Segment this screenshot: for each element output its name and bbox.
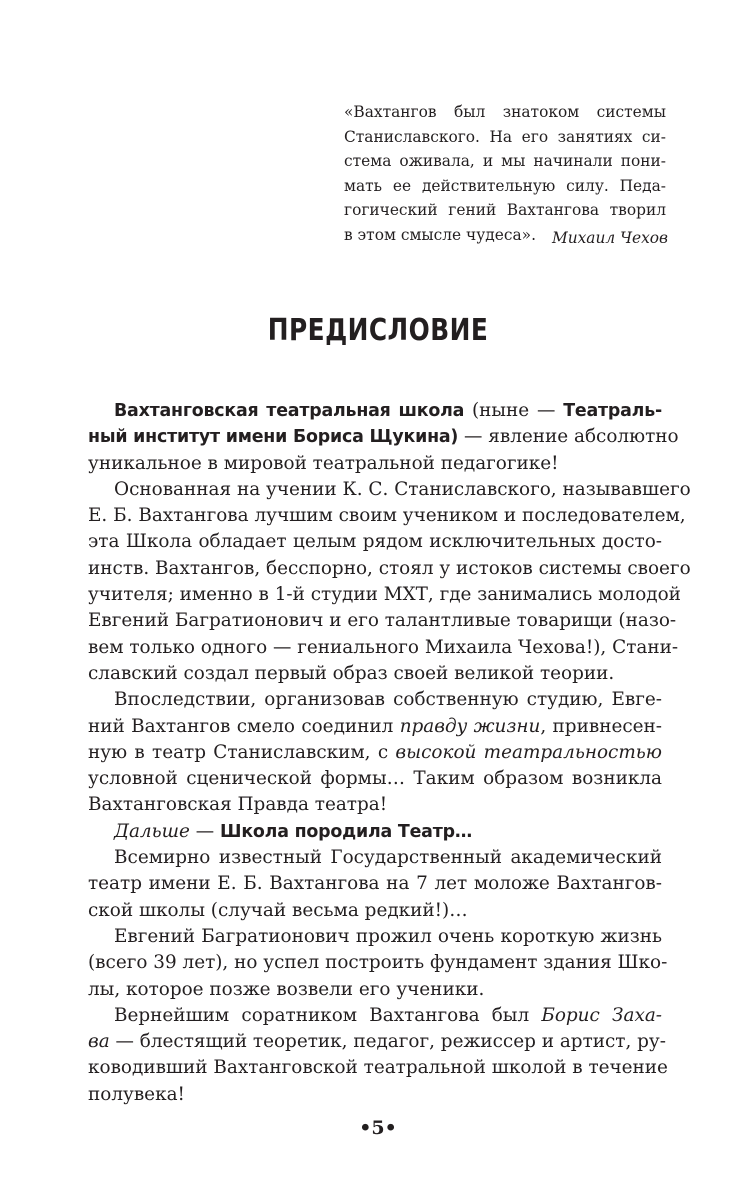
text-line: [88, 424, 679, 450]
text-span: (ныне —: [464, 400, 564, 421]
text-line: условной сценической формы… Таким образом возникла: [88, 768, 662, 790]
text-line: Впоследствии, организовав собственную студию, Евге-: [114, 689, 662, 711]
text-line: Всемирно известный Государственный академический: [114, 847, 662, 869]
text-line: [88, 740, 662, 766]
bold-text: Школа породила Театр…: [220, 821, 473, 842]
bold-text: ный институт имени Бориса Щукина): [88, 427, 459, 448]
text-span: ний Вахтангов смело соединил: [88, 715, 400, 737]
bold-text: Театраль-: [563, 401, 663, 421]
text-line: Евгений Багратионович прожил очень короткую жизнь: [114, 925, 662, 947]
text-line: Евгений Багратионович и его талантливые товарищи (назо-: [88, 610, 677, 632]
text-line: ководивший Вахтанговской театральной школой в течение: [88, 1057, 668, 1079]
text-line: полувека!: [88, 1083, 185, 1105]
text-line: (всего 39 лет), но успел построить фундамент здания Шко-: [88, 952, 668, 974]
text-line: учителя; именно в 1-й студии МХТ, где занимались молодой: [88, 584, 681, 606]
text-line: Основанная на учении К. С. Станиславского, называвшего: [114, 478, 691, 500]
text-span: —: [189, 820, 221, 842]
epigraph-quote: [344, 100, 666, 247]
text-line: вем только одного — гениального Михаила Чехова!), Стани-: [88, 636, 679, 658]
text-line: эта Школа обладает целым рядом исключительных досто-: [88, 531, 662, 553]
text-line: [88, 819, 662, 845]
epigraph-line: в этом смысле чудеса».: [344, 225, 536, 244]
text-line: [88, 714, 662, 740]
epigraph-line: гогический гений Вахтангова творил: [344, 201, 666, 219]
epigraph-author: Михаил Чехов: [551, 229, 668, 247]
body-text: [88, 398, 691, 1108]
text-span: ную в театр Станиславским, с: [88, 741, 396, 763]
text-span: , привнесен-: [540, 715, 662, 737]
italic-text: правду жизни: [399, 715, 541, 737]
text-line: славский создал первый образ своей великой теории.: [88, 662, 615, 684]
page-number: •5•: [359, 1117, 397, 1139]
italic-text: ва: [88, 1031, 110, 1053]
text-span: — явление абсолютно: [458, 426, 679, 448]
text-line: Е. Б. Вахтангова лучшим своим учеником и последователем,: [88, 505, 686, 527]
text-line: ской школы (случай весьма редкий!)…: [88, 899, 468, 921]
text-span: Вернейшим соратником Вахтангова был: [114, 1004, 542, 1026]
text-span: — блестящий теоретик, педагог, режиссер и артист, ру-: [109, 1031, 666, 1053]
text-line: инств. Вахтангов, бесспорно, стоял у истоков системы своего: [88, 557, 691, 579]
epigraph-line: мать ее действительную силу. Педа-: [344, 176, 666, 195]
italic-text: высокой театральностью: [395, 741, 662, 763]
text-line: [88, 1029, 666, 1055]
text-line: уникальное в мировой театральной педагогике!: [88, 452, 559, 474]
text-line: театр имени Е. Б. Вахтангова на 7 лет моложе Вахтангов-: [88, 873, 662, 895]
chapter-heading: ПРЕДИСЛОВИЕ: [267, 313, 489, 348]
text-line: [88, 1003, 662, 1029]
text-line: Вахтанговская Правда театра!: [88, 794, 388, 816]
italic-text: Борис Заха-: [541, 1004, 662, 1026]
bold-text: Вахтанговская театральная школа: [114, 401, 465, 421]
text-line: лы, которое позже возвели его ученики.: [88, 978, 485, 1000]
epigraph-line: стема оживала, и мы начинали пони-: [344, 152, 666, 170]
text-line: [88, 398, 662, 424]
epigraph-line: Станиславского. На его занятиях си-: [344, 127, 666, 146]
epigraph-line: «Вахтангов был знатоком системы: [344, 103, 666, 121]
italic-text: Дальше: [114, 820, 190, 842]
